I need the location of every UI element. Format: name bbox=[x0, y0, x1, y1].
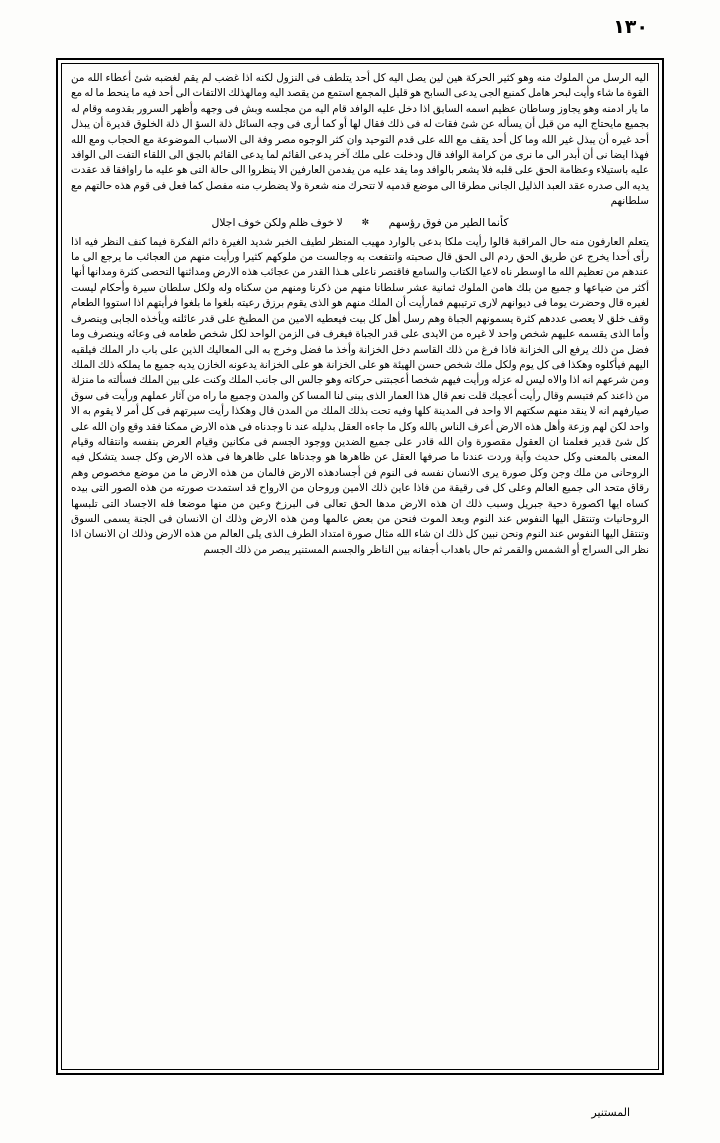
catchword: المستنير bbox=[591, 1106, 630, 1119]
poetry-hemistich-left: لا خوف ظلم ولكن خوف اجلال bbox=[211, 215, 343, 229]
page-border-inner bbox=[61, 63, 659, 1070]
poetry-block bbox=[71, 215, 649, 231]
paragraph-block-1: اليه الرسل من الملوك منه وهو كثير الحركة هين لين يصل اليه كل أحد يتلطف فى النزول لكنه اذا غضب لم يقم لغضبه شئ أعطاء الله من القوة ما شاء وأيت لبحر هامل كمنبع الجى يدعى السابح هو قليل المجمع استمع من يقصد اليه ومالهذلك الالتفات الى أحد فيه ما ينحط ما له مع ما يار ادمنه وهو يجاوز وساطان عظيم اسمه السابق اذا دخل عليه الوافد قام اليه من مجلسه وبش فى وجهه وأظهر السرور بقدومه وقام له بجميع مايحتاج اليه من قبل أن يسأله عن شئ فقات له فى ذلك فقال لها أو كما أرى فى وجه السائل ذلة السؤ ال ذلة الخلوق قديرة أن يبذل أحد غيره أن يبذل غير الله وما كل أحد يقف مع الله على قدم التوحيد وان كثر الوجوه مصر وفة الى الاسباب الموضوعة مع الحجاب ومع الله فهذا ايضا نى أن أبدر الى ما نرى من كرامة الوافد قال ودخلت على ملك آخر يدعى القائم لما يدعى القائم بالجق الى اللقاء التفت الى الوافد عليه باستيلاء وعظامة الحق على قلبه فلا يشعر بالوافد وما يفد عليه من يفدمن العارفين الا ينظروا الى حالة التى هو عليه ما راوافقا قد عقدت يديه الى صدره عقد العبد الذليل الجانى مطرقا الى موضع قدميه لا تتحرك منه شعرة ولا يضطرب منه مفصل كما فعل فى قوم هذه حالتهم مع سلطانهم bbox=[71, 72, 649, 208]
page-number: ١٣٠ bbox=[613, 16, 648, 38]
page-border-outer bbox=[56, 58, 664, 1075]
poetry-hemistich-right: كأنما الطير من فوق رؤسهم bbox=[388, 215, 509, 229]
paragraph-block-2: يتعلم العارفون منه حال المراقبة قالوا رأيت ملكا بدعى بالوارد مهيب المنظر لطيف الخبر شديد الغيرة دائم الفكرة فيما كنف النظر فيه اذا رأى أحدا يخرج عن طريق الحق ردم الى الحق قال صحبته وانتفعت به وجالست من ملوكهم كثيرا ورأيت منهم من العجائب ما يرجع الى ما عندهم من تعظيم الله ما اوسطر ناه لاعيا الكتاب والسامع فاقتصر ناعلى هـذا القدر من عجائب هذه الارض ومداثنها التحصى كثرة ومدانها أنها أكثر من ضياعها و جميع من بلك هامن الملوك ثمانية عشر سلطانا منهم من ذكرنا ومنهم من سكناه وله ولكل سلطان سيرة وأحكام ليست لغيره قال وحضرت يوما فى ديوانهم لارى ترتيبهم فمارأيت أن الملك منهم هو الذى يقوم برزق رعيته بلغوا ما بلغوا فرأيتهم اذا استووا الطعام وقف خلق لا يعصى عددهم كثرة يسمونهم الجباة وهم رسل أهل كل بيت فيعطيه الامين من المطبخ على قدر عائلته ويأخذه الجابى وينصرف وأما الذى يقسمه عليهم شخص واحد لا غيره من الايدى على قدر الجباة فيغرف فى الزمن الواحد لكل شخص طعامه فى وعائه وينصرف وما فضل من ذلك يرفع الى الخزانة فاذا فرغ من ذلك القاسم دخل الخزانة وأخذ ما فضل وخرج به الى المعاليك الذين على باب دار الملك فيلقيه اليهم فيأكلوه وهكذا فى كل يوم ولكل ملك شخص حسن الهيئة هو على الخزانة هو على الخزانة يدعونه الخازن يديه جميع ما يملكه ذلك الملك ومن شرعهم انه اذا والاه ليس له عزله ورأيت فيهم شخصا أعجبتنى حركاته وهو جالس الى جانب الملك وكنت على بين الملك فسألته ما منزلة من ذاعند كم فتبسم وقال رأيت أعجبك قلت نعم قال هذا العمار الذى ببنى لنا المسا كن والمدن وجميع ما راه من آثار عملهم ورأيت فى سوق صيارفهم انه لا ينقد منهم سكتهم الا واحد فى المدينة كلها وفيه تحت بذلك الملك من المدن قال وهكذا رأيت سيرتهم فى كل أمر لا يقوم به الا واحد لكن لهم وزعة وأهل هذه الارض أعرف الناس بالله وكل ما جاءه العقل بدليله عند نا وجدناه فى هذه الارض ممكنا فقد وقع وان الله على كل شئ قدير فعلمنا ان العقول مقصورة وان الله قادر على جميع الضدين ووجود الجسم فى مكانين وقيام العرض بنفسه وانتقاله وقيام المعنى بالمعنى وكل حديث وآية وردت عندنا ما صرفها العقل عن ظاهرها هو وجدناها على ظاهرها فى هذه الارض وكل جسد يتشكل فيه الروحانى من ملك وجن وكل صورة يرى الانسان نفسه فى النوم فن أجسادهذه الارض فالمان من هذه الارض ما من موضع مخصوص وهم رقاق متحد الى جميع العالم وعلى كل فى رقيقة من فاذا عاين ذلك الامين وروحان من الارواح قد استمدت صورته من هذه الصور التى بيده كساه ايها اكصورة دحية جبريل وسبب ذلك ان هذه الارض مدها الحق تعالى فى البرزخ وعين من منها موضعا فله الاجساد التى تلبسها الروحانيات وتنتقل اليها النفوس عند النوم وبعد الموت فنحن من بعض عالمها ومن هذه الارض وذلك ان الانسان فى الجنة يسمى السوق وتنتقل اليها النفوس عند النوم ونحن نبين كل ذلك ان شاء الله مثال صورة امتداد الطرف الذى يلى العالم من هذه الارض وذلك ان الانسان اذا نظر الى السراج أو الشمس والقمر ثم حال باهداب أجفانه بين الناظر والجسم المستنير يبصر من ذلك الجسم bbox=[71, 235, 649, 556]
text-column bbox=[62, 64, 658, 562]
poetry-separator-icon: ✼ bbox=[361, 217, 370, 228]
